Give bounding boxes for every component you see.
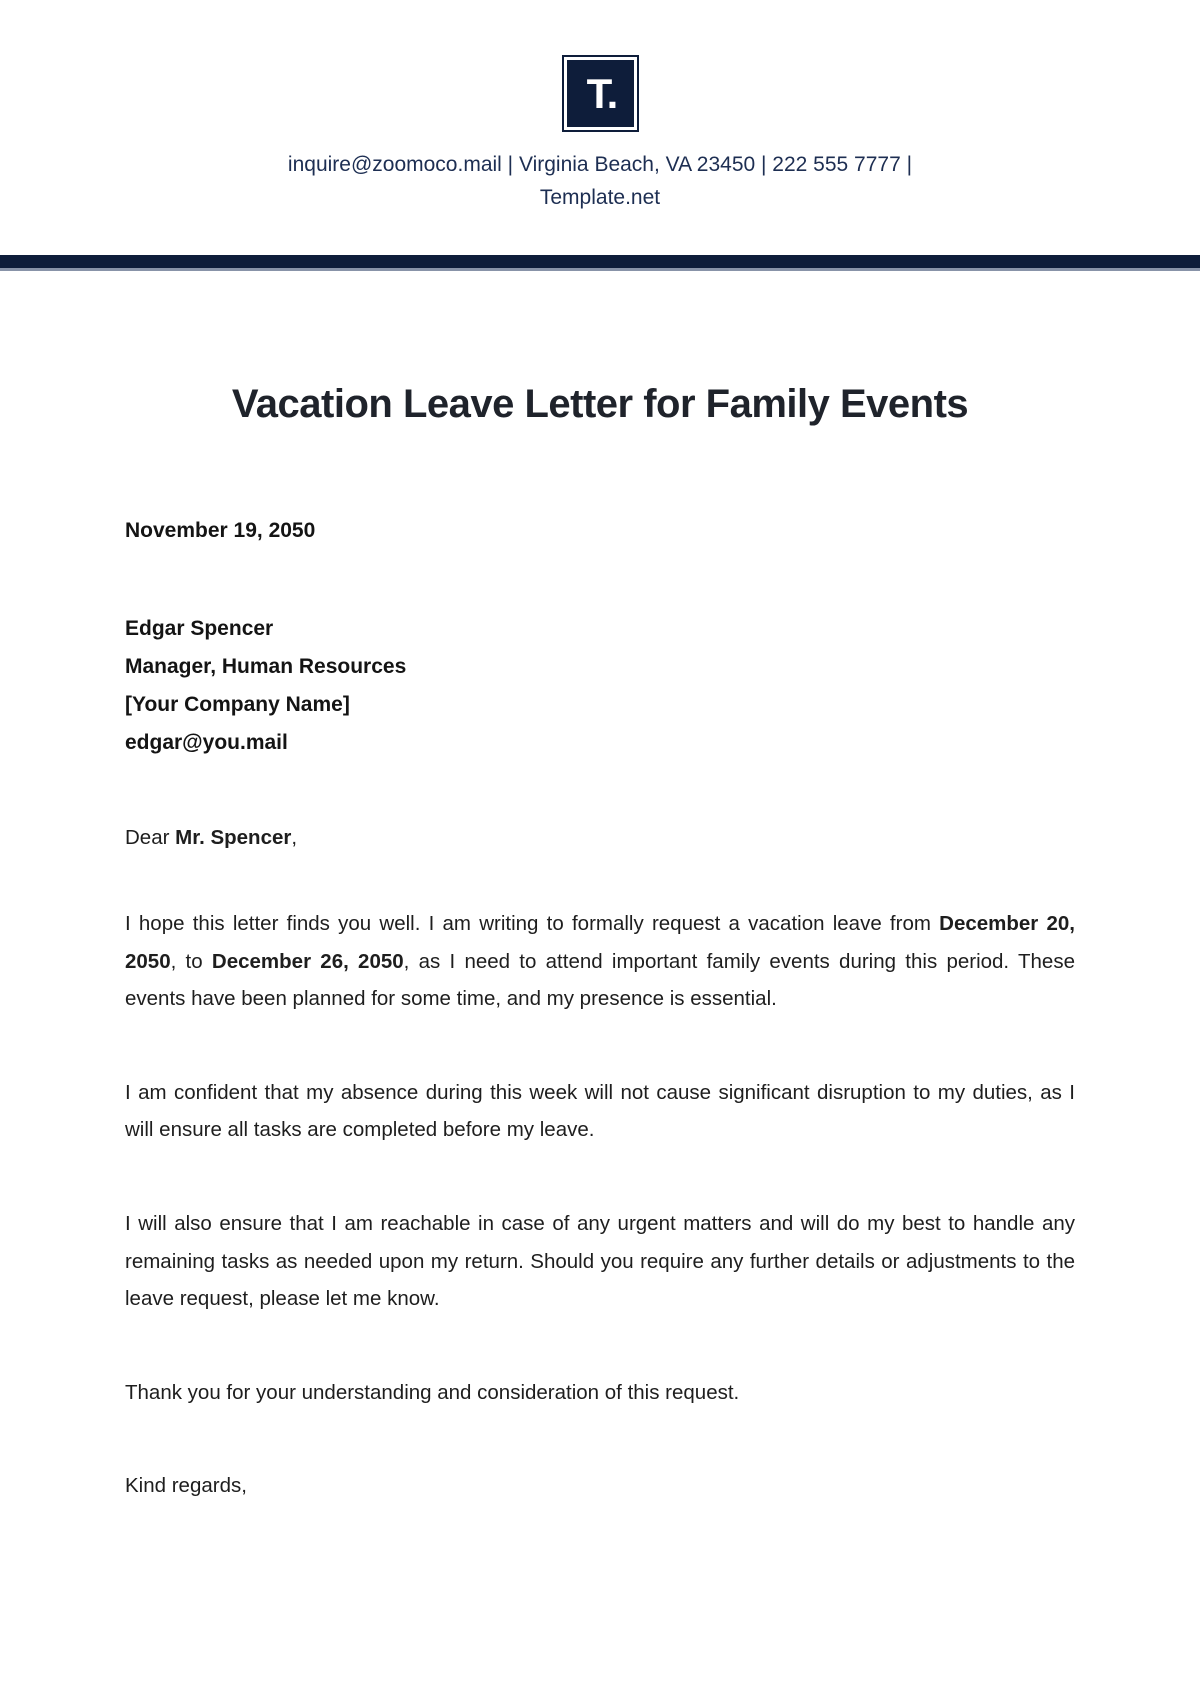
bold-text-run: December 26, 2050: [211, 949, 404, 973]
letter-paragraphs: [125, 905, 1075, 1411]
closing-line: Kind regards,: [125, 1474, 247, 1498]
letter-body: [125, 380, 1075, 1505]
logo-t-icon: T.: [567, 60, 634, 127]
text-run: Thank you for your understanding and consideration of this request.: [125, 1380, 740, 1404]
greeting-line: [125, 819, 1075, 857]
letter-date: November 19, 2050: [125, 519, 316, 542]
paragraph: [125, 905, 1075, 1018]
contact-line-2: Template.net: [539, 186, 661, 209]
text-run: , as I need to attend important family events during this period. These events have been planned for some time, and my presence is essential.: [125, 949, 1075, 1011]
paragraph: [125, 1205, 1075, 1318]
recipient-block: [125, 610, 1075, 762]
greeting-name: Mr. Spencer: [175, 826, 292, 849]
greeting-prefix: Dear: [125, 826, 176, 849]
text-run: I am confident that my absence during this week will not cause significant disruption to my duties, as I will ensure all tasks are completed before my leave.: [125, 1080, 1075, 1142]
recipient-line: [Your Company Name]: [125, 693, 350, 716]
bold-text-run: December 20, 2050: [125, 912, 1075, 973]
text-run: I will also ensure that I am reachable in case of any urgent matters and will do my best to handle any remaining tasks as needed upon my return. Should you require any further details or adjustments to the leave request, please let me know.: [125, 1211, 1075, 1311]
header-divider-bar: [0, 255, 1200, 271]
contact-line-1: inquire@zoomoco.mail | Virginia Beach, VA 23450 | 222 555 7777 |: [287, 153, 913, 176]
recipient-line: Edgar Spencer: [125, 617, 274, 640]
page-title: Vacation Leave Letter for Family Events: [231, 382, 969, 426]
contact-info: [0, 148, 1200, 214]
text-run: I hope this letter finds you well. I am writing to formally request a vacation leave from: [125, 912, 940, 935]
paragraph: [125, 1074, 1075, 1149]
recipient-line: Manager, Human Resources: [125, 655, 407, 678]
greeting-suffix: ,: [291, 826, 298, 849]
text-run: , to: [170, 949, 212, 973]
paragraph: [125, 1374, 1075, 1412]
letterhead: [0, 0, 1200, 214]
recipient-line: edgar@you.mail: [125, 731, 288, 754]
company-logo: [562, 55, 639, 132]
